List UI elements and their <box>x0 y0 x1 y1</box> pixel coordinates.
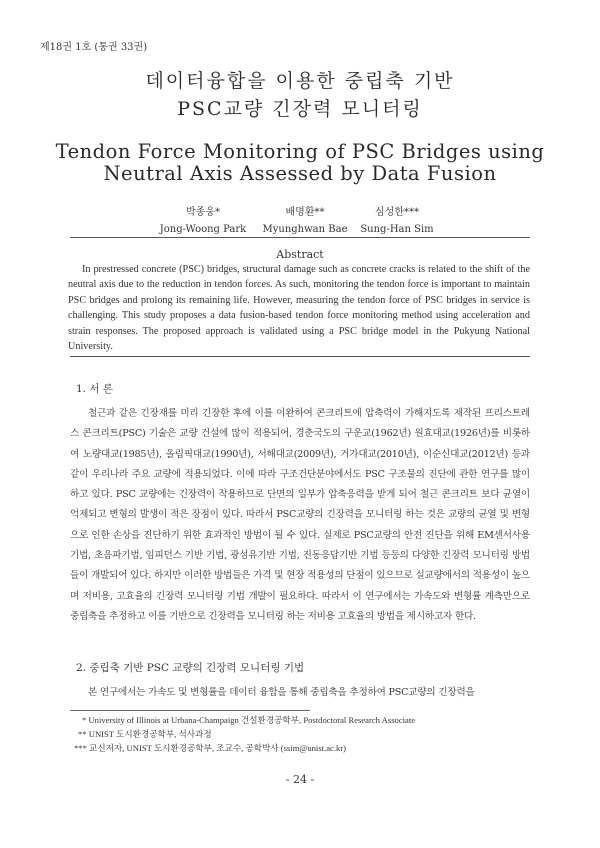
author-1-english: Jong-Woong Park <box>159 224 247 235</box>
author-2-english: Myunghwan Bae <box>262 224 348 235</box>
korean-title-line2: PSC교량 긴장력 모니터링 <box>177 98 423 120</box>
footnote-1: * University of Illinois at Urbana-Champaign 건설환경공학부, Postdoctoral Research Associate <box>82 715 416 725</box>
journal-header: 제18권 1호 (통권 33권) <box>40 42 148 53</box>
english-title-line1: Tendon Force Monitoring of PSC Bridges using <box>55 140 545 163</box>
footnote-2: ** UNIST 도시환경공학부, 석사과정 <box>78 729 212 739</box>
abstract-text: In prestressed concrete (PSC) bridges, structural damage such as concrete cracks is related to the shift of the neutral axis due to the reduction in tendon forces. As such, monitoring the tendon force is important to maintain PSC bridges and prolong its remaining life. However, measuring the tendon force of PSC bridges in service is challenging. This study proposes a data fusion-based tendon force monitoring method using acceleration and strain responses. The proposed approach is validated using a PSC bridge model in the Pukyung National University. <box>68 264 530 353</box>
abstract-top-rule <box>70 237 530 238</box>
korean-title-line1: 데이터융합을 이용한 중립축 기반 <box>145 70 455 92</box>
section-2-heading: 2. 중립축 기반 PSC 교량의 긴장력 모니터링 기법 <box>76 662 305 674</box>
footnote-3: *** 교신저자, UNIST 도시환경공학부, 조교수, 공학박사 (ssim@unist.ac.kr) <box>74 743 346 753</box>
section-2-body: 본 연구에서는 가속도 및 변형률을 데이터 융합을 통해 중립축을 추정하여 PSC교량의 긴장력을 <box>88 687 475 698</box>
abstract-bottom-rule <box>70 356 530 357</box>
section-1-body: 철근과 같은 긴장재를 미리 긴장한 후에 이를 이완하여 콘크리트에 압축력이 가해지도록 제작된 프리스트레스 콘크리트(PSC) 기술은 교량 건설에 많이 적용되어, 경춘국도의 구운교(1962년) 원효대교(1926년)를 비롯하여 노량대교(1985년), 올림픽대교(1990년), 서해대교(2009년), 거가대교(2010년), 이순신대교(2012년) 등과 같이 우리나라 주요 교량에 적용되었다. 이에 따라 구조건단분야에서도 PSC 구조물의 진단에 관한 연구를 많이 하고 있다. PSC 교량에는 긴장력이 작용하므로 단면의 일부가 압축응력을 받게 되어 철근 콘크리트 보다 균열이 억제되고 변형의 발생이 적은 장점이 있다. 따라서 PSC교량의 긴장력을 모니터링 하는 것은 교량의 균열 및 변형으로 인한 손상을 진단하기 위한 효과적인 방법이 될 수 있다. 실제로 PSC교량의 안전 진단을 위해 EM센서사용기법, 초음파기법, 임피던스 기반 기법, 광섬유기반 기법, 진동응답기반 기법 등등의 다양한 긴장력 모니터링 방법들이 개발되어 있다. 하지만 이러한 방법들은 가격 및 현장 적용성의 단점이 있으므로 실교량에서의 적용성이 높으며 저비용, 고효율의 긴장력 모니터링 기법 개발이 필요하다. 따라서 이 연구에서는 가속도와 변형률 계측만으로 중립축을 추정하고 이를 기반으로 긴장력을 모니터링 하는 저비용 고효율의 방법을 제시하고자 한다. <box>70 408 530 622</box>
english-title-line2: Neutral Axis Assessed by Data Fusion <box>103 162 497 185</box>
abstract-heading: Abstract <box>276 248 324 261</box>
author-3-english: Sung-Han Sim <box>360 224 434 235</box>
author-2-korean: 배명환** <box>285 207 325 218</box>
footnote-rule <box>70 710 310 711</box>
author-3-korean: 심성한*** <box>375 207 419 218</box>
author-1-korean: 박종웅* <box>186 207 220 218</box>
page-number: - 24 - <box>285 773 315 786</box>
section-1-heading: 1. 서 론 <box>76 383 113 395</box>
author-3 <box>332 204 462 238</box>
